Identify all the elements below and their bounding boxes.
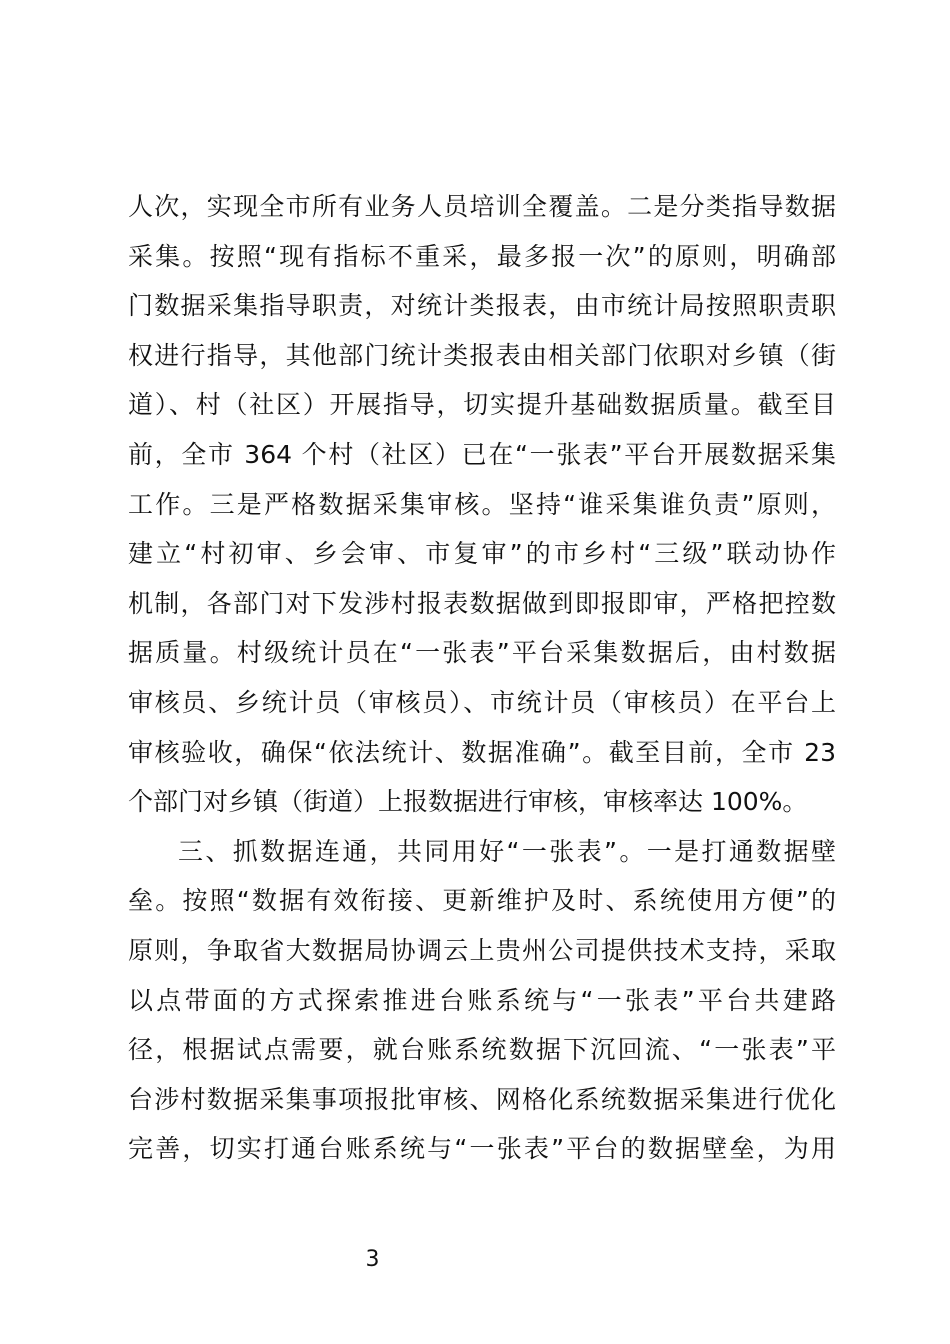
text-line: 原则，争取省大数据局协调云上贵州公司提供技术支持，采取 bbox=[128, 935, 836, 965]
text-line: 工作。三是严格数据采集审核。坚持“谁采集谁负责”原则， bbox=[128, 489, 836, 519]
text-line: 垒。按照“数据有效衔接、更新维护及时、系统使用方便”的 bbox=[128, 886, 836, 916]
text-line: 完善，切实打通台账系统与“一张表”平台的数据壁垒，为用 bbox=[128, 1134, 836, 1164]
text-line: 审核员、乡统计员（审核员）、市统计员（审核员）在平台上 bbox=[128, 687, 836, 717]
section-heading-line: 三、抓数据连通，共同用好“一张表”。一是打通数据壁 bbox=[178, 836, 836, 866]
text-line: 权进行指导，其他部门统计类报表由相关部门依职对乡镇（街 bbox=[128, 340, 836, 370]
text-line: 据质量。村级统计员在“一张表”平台采集数据后，由村数据 bbox=[128, 638, 836, 668]
text-line: 人次，实现全市所有业务人员培训全覆盖。二是分类指导数据 bbox=[128, 192, 836, 221]
text-line: 建立“村初审、乡会审、市复审”的市乡村“三级”联动协作 bbox=[128, 539, 836, 569]
text-line: 前，全市 364 个村（社区）已在“一张表”平台开展数据采集 bbox=[128, 439, 836, 469]
text-line: 审核验收，确保“依法统计、数据准确”。截至目前，全市 23 bbox=[128, 737, 836, 767]
text-line: 道）、村（社区）开展指导，切实提升基础数据质量。截至目 bbox=[128, 390, 836, 420]
page-number: 3 bbox=[365, 1247, 380, 1272]
text-line: 以点带面的方式探索推进台账系统与“一张表”平台共建路 bbox=[128, 985, 836, 1015]
body-text bbox=[128, 182, 836, 1174]
text-line: 径，根据试点需要，就台账系统数据下沉回流、“一张表”平 bbox=[128, 1035, 836, 1065]
text-line: 采集。按照“现有指标不重采，最多报一次”的原则，明确部 bbox=[128, 241, 836, 271]
text-line: 个部门对乡镇（街道）上报数据进行审核，审核率达 100%。 bbox=[128, 787, 808, 817]
text-line: 门数据采集指导职责，对统计类报表，由市统计局按照职责职 bbox=[128, 291, 836, 321]
text-line: 台涉村数据采集事项报批审核、网格化系统数据采集进行优化 bbox=[128, 1084, 836, 1114]
text-line: 机制，各部门对下发涉村报表数据做到即报即审，严格把控数 bbox=[128, 588, 836, 618]
